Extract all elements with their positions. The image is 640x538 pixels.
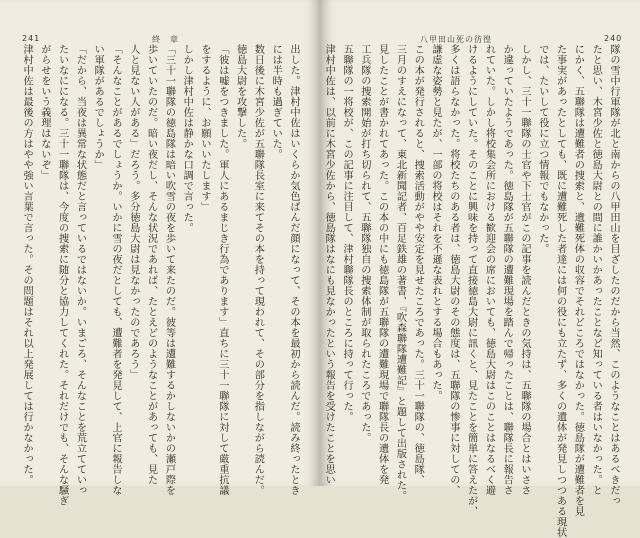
- right-page-number: 240: [604, 34, 623, 43]
- text-line: しかし津村中佐は静かな口調で言った。: [181, 44, 193, 233]
- text-line: 三月のすえになって、東北新聞記者、百足鉄雄の著書、『吹森聯隊遭難記』と題して出版された。: [394, 44, 406, 501]
- text-line: 「そんなことがあるでしょうか。いかに雪の夜だとしても、遭難者を発見して、上官に報告しな: [110, 44, 122, 496]
- text-line: たいなにになる。三十一聯隊は、今度の捜索に随分と協力してくれた。それだけでも、そんな騒ぎ: [56, 44, 68, 506]
- left-page: [0, 0, 320, 506]
- text-line: 隊の雪中行軍隊が北と南からの八甲田山を目ざしたのだから当然、このようなことはあるべきだっ: [608, 44, 619, 506]
- text-line: をするように、お願いいたします」: [199, 44, 211, 212]
- left-page-body: [21, 44, 302, 506]
- text-line: 工兵隊の捜索開始が打ち切られて、五聯隊独自の捜索体制が取られたころであった。: [358, 44, 370, 443]
- text-line: がらせをいう義理はないぞ」: [38, 44, 50, 181]
- text-line: では、たいして役に立つ情報でもなかった。: [536, 44, 548, 254]
- text-line: い軍隊があるでしょうか」: [92, 44, 104, 170]
- text-line: にかく、五聯隊は遭難者の捜索と、遺難死体の収容でそれどころではなかった。徳島隊が遭難者を見: [572, 44, 584, 517]
- text-line: この本が発行されると、捜索活動がやや安定を見せたころであった。三十一聯隊の、徳島隊、: [412, 44, 424, 485]
- text-line: 数日後に木宮少佐が五聯隊長室に来てその本を持って現われて、その部分を指しながら読んだ。: [252, 44, 264, 496]
- text-line: 「だから、当夜は異常な状態だと言っているではないか。いまごろ、そんなことを荒立てていっ: [74, 44, 86, 496]
- left-running-head: 終 章: [152, 35, 179, 44]
- text-line: 人と見ない人がある」だろう。多分徳島大尉は見なかったのであろう」: [127, 44, 139, 380]
- text-line: たと思い、木宮少佐と徳島大尉との間に誰かいかあったことなど知っている者はいなかった。と: [590, 44, 602, 496]
- text-line: た事実があったとしても、既に遭難死した者達には何の役にも立たず、多くの遺体が発見しつつある現状: [554, 44, 566, 538]
- text-line: 見したことが書かれてあった。この本の中にも徳島隊が五聯隊の遭難現場で聯隊長の遺体を発: [376, 44, 388, 485]
- text-line: 謙虚な姿勢と見たが、一部の将校はそれを不遜な表れとする場合もあった。: [430, 44, 442, 401]
- text-line: 徳島大尉を攻撃した。: [234, 44, 246, 149]
- text-line: 五聯隊の一将校が、この記事に注目して、津村聯隊長のところに持って行った。: [341, 44, 353, 422]
- text-line: 「三十一聯隊の徳島隊は暗い吹雪の夜を歩いて来たのだ。彼等は遭難するかしないかの瀬戸際を: [163, 44, 175, 496]
- right-page: [320, 0, 640, 538]
- right-page-body: [323, 44, 622, 538]
- text-line: 歩いていたのだ。暗い夜だし、そんな状況であれば、たとえどのようなことがあっても、見た: [145, 44, 157, 485]
- text-line: 「彼は嘘をつきました。軍人にあるまじき行為であります」直ちに三十一聯隊に対して厳重抗議: [216, 44, 228, 496]
- text-line: か違っていたようであった。徳島隊が五聯隊の遭難現場を踏んで帰ったことは、聯隊長に報告さ: [501, 44, 513, 496]
- text-line: 出した。津村中佐はいくらか気色ばんだ顔になって、その本を最初から読んだ。読み終ったとき: [288, 44, 299, 496]
- text-line: しかし、三十一聯隊の士官や下士官がこの記事を読んだときの気持は、五聯隊の場合とはいささ: [519, 44, 531, 496]
- text-line: 津村中佐は最後の方はやや強い言葉で言った。その問題はそれ以上発展しては行かなかった。: [21, 44, 33, 485]
- text-line: には半時も過ぎていた。: [270, 44, 282, 160]
- text-line: 津村中佐は、以前に木宮少佐から、徳島隊はなにも見なかったという報告を受けたことを思い: [323, 44, 335, 485]
- text-line: れていた。しかし将校集会所における歓迎会の席においても、徳島大尉はこのことはなるべく避: [483, 44, 495, 496]
- left-page-number: 241: [22, 34, 41, 43]
- text-line: 多くは語らなかった。将校たちのある者は、徳島大尉のその態度は、五聯隊の惨事に対しての、: [447, 44, 459, 496]
- right-running-head: 八甲田山死の彷徨: [420, 35, 492, 44]
- text-line: けるようにしていた。そのことに興味を持って直接徳島大尉に訊くと、見たことを簡単に答えたが、: [465, 44, 477, 517]
